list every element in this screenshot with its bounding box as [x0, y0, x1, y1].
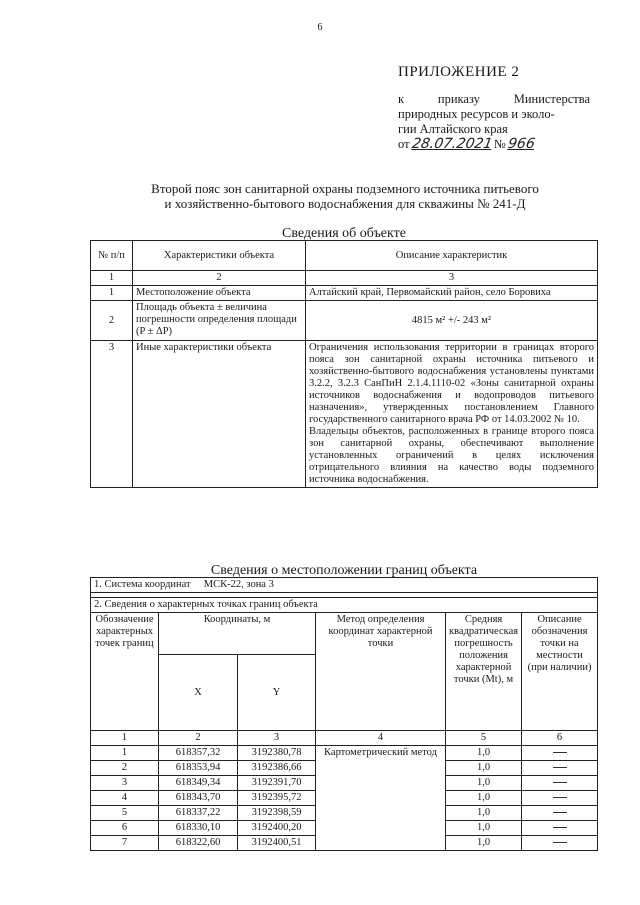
header-method: Метод определения координат характерной точки [316, 613, 446, 731]
dash-mark [553, 782, 567, 783]
order-word-ministry: Министерства [513, 92, 590, 106]
point-mt: 1,0 [446, 776, 522, 791]
point-mt: 1,0 [446, 806, 522, 821]
point-number: 7 [91, 836, 159, 851]
header-y: Y [238, 655, 316, 731]
point-mark [522, 791, 598, 806]
row-desc: 4815 м² +/- 243 м² [306, 301, 598, 341]
point-x: 618337,22 [159, 806, 238, 821]
dash-mark [553, 752, 567, 753]
dash-mark [553, 767, 567, 768]
order-number-handwritten: 966 [506, 136, 536, 152]
row-desc: Алтайский край, Первомайский район, село Боровиха [306, 286, 598, 301]
point-number: 2 [91, 761, 159, 776]
row-char: Площадь объекта ± величина погрешности определения площади (P ± ΔP) [133, 301, 306, 341]
col-header-num: № п/п [91, 241, 133, 271]
point-mt: 1,0 [446, 791, 522, 806]
point-number: 5 [91, 806, 159, 821]
point-x: 618343,70 [159, 791, 238, 806]
document-title [130, 181, 560, 211]
coord-system-row [91, 578, 598, 593]
order-date-prefix: от [398, 137, 410, 151]
row-desc [306, 341, 598, 488]
order-date-handwritten: 28.07.2021 [410, 136, 494, 152]
col-index: 4 [316, 731, 446, 746]
point-mark [522, 746, 598, 761]
order-reference [398, 92, 590, 152]
point-method: Картометрический метод [316, 746, 446, 851]
point-mt: 1,0 [446, 761, 522, 776]
point-y: 3192400,20 [238, 821, 316, 836]
location-section-heading: Сведения о местоположении границ объекта [210, 563, 478, 578]
point-y: 3192400,51 [238, 836, 316, 851]
point-number: 3 [91, 776, 159, 791]
table-row [91, 286, 598, 301]
col-index: 3 [306, 271, 598, 286]
point-mark [522, 821, 598, 836]
col-index: 2 [133, 271, 306, 286]
coord-system-value: МСК-22, зона 3 [203, 579, 274, 590]
point-number: 6 [91, 821, 159, 836]
col-header-char: Характеристики объекта [133, 241, 306, 271]
point-mark [522, 806, 598, 821]
col-index: 1 [91, 271, 133, 286]
header-mark: Описание обозначения точки на местности (при наличии) [522, 613, 598, 731]
row-num: 2 [91, 301, 133, 341]
point-x: 618330,10 [159, 821, 238, 836]
point-x: 618353,94 [159, 761, 238, 776]
header-x: X [159, 655, 238, 731]
object-section-heading: Сведения об объекте [282, 226, 406, 241]
table-row [91, 301, 598, 341]
title-line-1: Второй пояс зон санитарной охраны подземного источника питьевого [151, 181, 539, 196]
col-index: 2 [159, 731, 238, 746]
point-y: 3192391,70 [238, 776, 316, 791]
point-y: 3192386,66 [238, 761, 316, 776]
point-x: 618322,60 [159, 836, 238, 851]
dash-mark [553, 842, 567, 843]
point-y: 3192380,78 [238, 746, 316, 761]
dash-mark [553, 812, 567, 813]
order-word-prikazu: приказу [437, 92, 480, 106]
point-mt: 1,0 [446, 836, 522, 851]
order-line-2: природных ресурсов и эколо- [398, 107, 555, 121]
col-index: 6 [522, 731, 598, 746]
point-number: 4 [91, 791, 159, 806]
header-coords: Координаты, м [159, 613, 316, 655]
row-char: Местоположение объекта [133, 286, 306, 301]
page-number: 6 [317, 22, 323, 33]
header-error: Средняя квадратическая погрешность положения характерной точки (Mt), м [446, 613, 522, 731]
table-row [91, 341, 598, 488]
dash-mark [553, 797, 567, 798]
header-point: Обозначение характерных точек границ [91, 613, 159, 731]
row-desc-paragraph-2: Владельцы объектов, расположенных в границе второго пояса зон санитарной охраны, обеспечивают выполнение установленных ограничений в целях исключения отрицательного влияния на качество воды подземного источника водоснабжения. [309, 426, 594, 485]
point-mt: 1,0 [446, 821, 522, 836]
row-num: 1 [91, 286, 133, 301]
point-mark [522, 761, 598, 776]
order-word-k: к [398, 92, 405, 106]
point-mark [522, 836, 598, 851]
row-char: Иные характеристики объекта [133, 341, 306, 488]
point-mark [522, 776, 598, 791]
point-number: 1 [91, 746, 159, 761]
point-x: 618349,34 [159, 776, 238, 791]
point-y: 3192395,72 [238, 791, 316, 806]
col-index: 1 [91, 731, 159, 746]
col-index: 3 [238, 731, 316, 746]
point-x: 618357,32 [159, 746, 238, 761]
point-mt: 1,0 [446, 746, 522, 761]
row-num: 3 [91, 341, 133, 488]
order-number-prefix: № [493, 137, 506, 151]
table-row [91, 746, 598, 761]
object-table [90, 240, 598, 488]
appendix-title: ПРИЛОЖЕНИЕ 2 [398, 64, 520, 80]
col-index: 5 [446, 731, 522, 746]
row-desc-paragraph-1: Ограничения использования территории в границах второго пояса зон санитарной охраны источника питьевого и хозяйственно-бытового водоснабжения установлены пунктами 3.2.2, 3.2.3 СанПиН 2.1.4.1110-02 «Зоны санитарной охраны источников водоснабжения и водопроводов питьевого назначения», утвержденных постановлением Главного государственного санитарного врача РФ от 14.03.2002 № 10. [309, 342, 594, 425]
col-header-desc: Описание характеристик [306, 241, 598, 271]
coord-system-label: 1. Система координат [94, 579, 191, 590]
point-y: 3192398,59 [238, 806, 316, 821]
dash-mark [553, 827, 567, 828]
order-line-3: гии Алтайского края [398, 122, 508, 136]
title-line-2: и хозяйственно-бытового водоснабжения для скважины № 241-Д [164, 196, 526, 211]
points-table [90, 577, 598, 851]
points-label-row: 2. Сведения о характерных точках границ объекта [91, 598, 598, 613]
